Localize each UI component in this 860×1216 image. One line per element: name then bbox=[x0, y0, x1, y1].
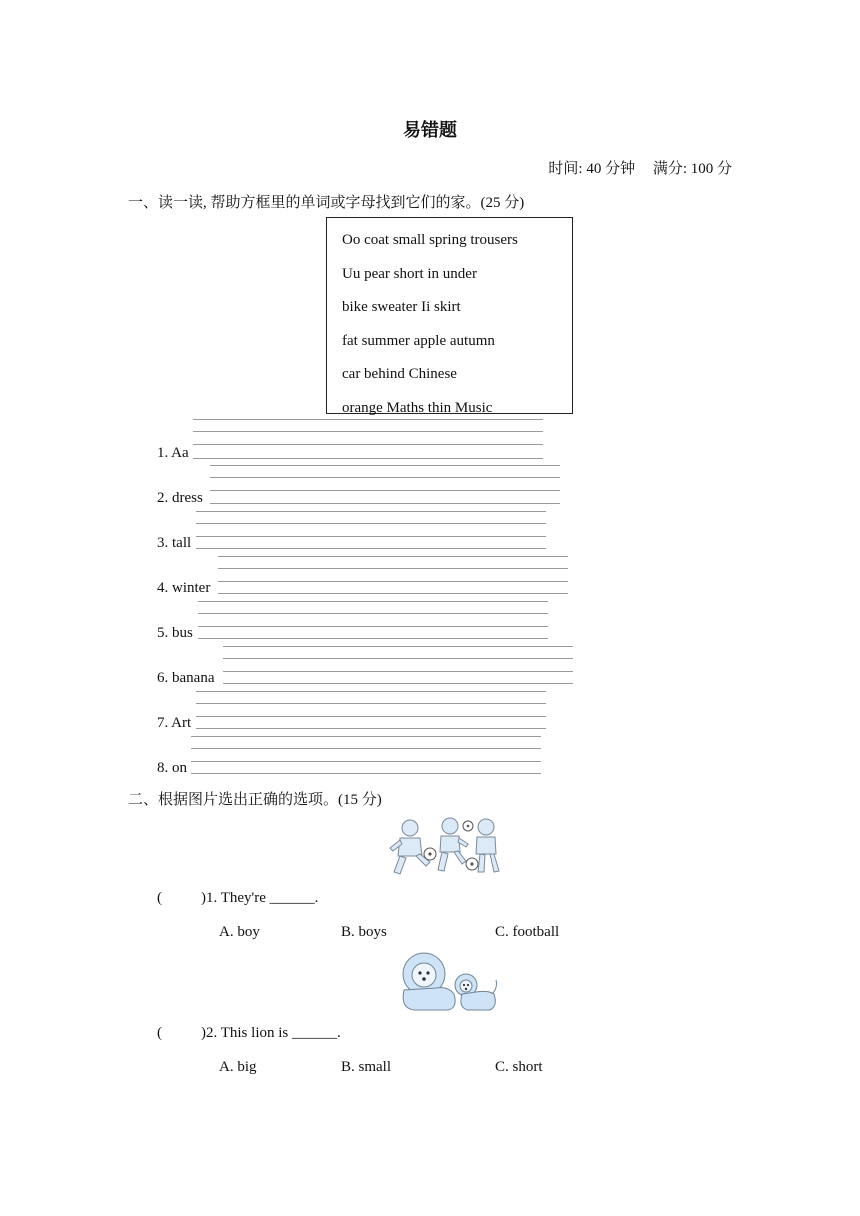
time-limit: 时间: 40 分钟 bbox=[548, 161, 636, 177]
option-c[interactable]: C. football bbox=[495, 924, 560, 940]
exam-meta bbox=[534, 157, 732, 178]
item-7: 7. Art bbox=[157, 715, 192, 731]
word-box bbox=[326, 217, 573, 414]
word-box-line: car behind Chinese bbox=[342, 366, 457, 383]
item-5: 5. bus bbox=[157, 625, 193, 641]
word-box-line: Oo coat small spring trousers bbox=[342, 232, 518, 248]
word-box-line: bike sweater Ii skirt bbox=[342, 299, 461, 316]
question-2 bbox=[157, 1025, 341, 1042]
option-a[interactable]: A. boy bbox=[219, 924, 260, 940]
section2-heading: 二、根据图片选出正确的选项。(15 分) bbox=[128, 792, 382, 808]
word-box-line: orange Maths thin Music bbox=[342, 399, 493, 416]
item-3: 3. tall bbox=[157, 535, 192, 551]
option-c[interactable]: C. short bbox=[495, 1059, 543, 1075]
page-title: 易错题 bbox=[403, 120, 457, 140]
item-6: 6. banana bbox=[157, 670, 215, 686]
answer-bracket-open[interactable]: ( bbox=[157, 1025, 162, 1041]
item-2: 2. dress bbox=[157, 490, 203, 506]
option-b[interactable]: B. small bbox=[341, 1059, 392, 1075]
children-playing-football-image bbox=[386, 814, 504, 880]
answer-bracket-open[interactable]: ( bbox=[157, 890, 162, 906]
question-1 bbox=[157, 890, 318, 907]
answer-bracket-close: ) bbox=[201, 890, 206, 906]
lions-image bbox=[392, 950, 498, 1012]
option-b[interactable]: B. boys bbox=[341, 924, 387, 940]
question-1-text: 1. They're ______. bbox=[206, 890, 319, 906]
full-score: 满分: 100 分 bbox=[652, 161, 732, 177]
item-8: 8. on bbox=[157, 760, 187, 776]
answer-bracket-close: ) bbox=[201, 1025, 206, 1041]
word-box-line: Uu pear short in under bbox=[342, 265, 477, 282]
word-box-line: fat summer apple autumn bbox=[342, 332, 495, 349]
item-4: 4. winter bbox=[157, 580, 211, 596]
item-1: 1. Aa bbox=[157, 445, 189, 461]
question-2-text: 2. This lion is ______. bbox=[206, 1025, 341, 1041]
option-a[interactable]: A. big bbox=[219, 1059, 257, 1075]
section1-heading: 一、读一读, 帮助方框里的单词或字母找到它们的家。(25 分) bbox=[128, 195, 525, 211]
